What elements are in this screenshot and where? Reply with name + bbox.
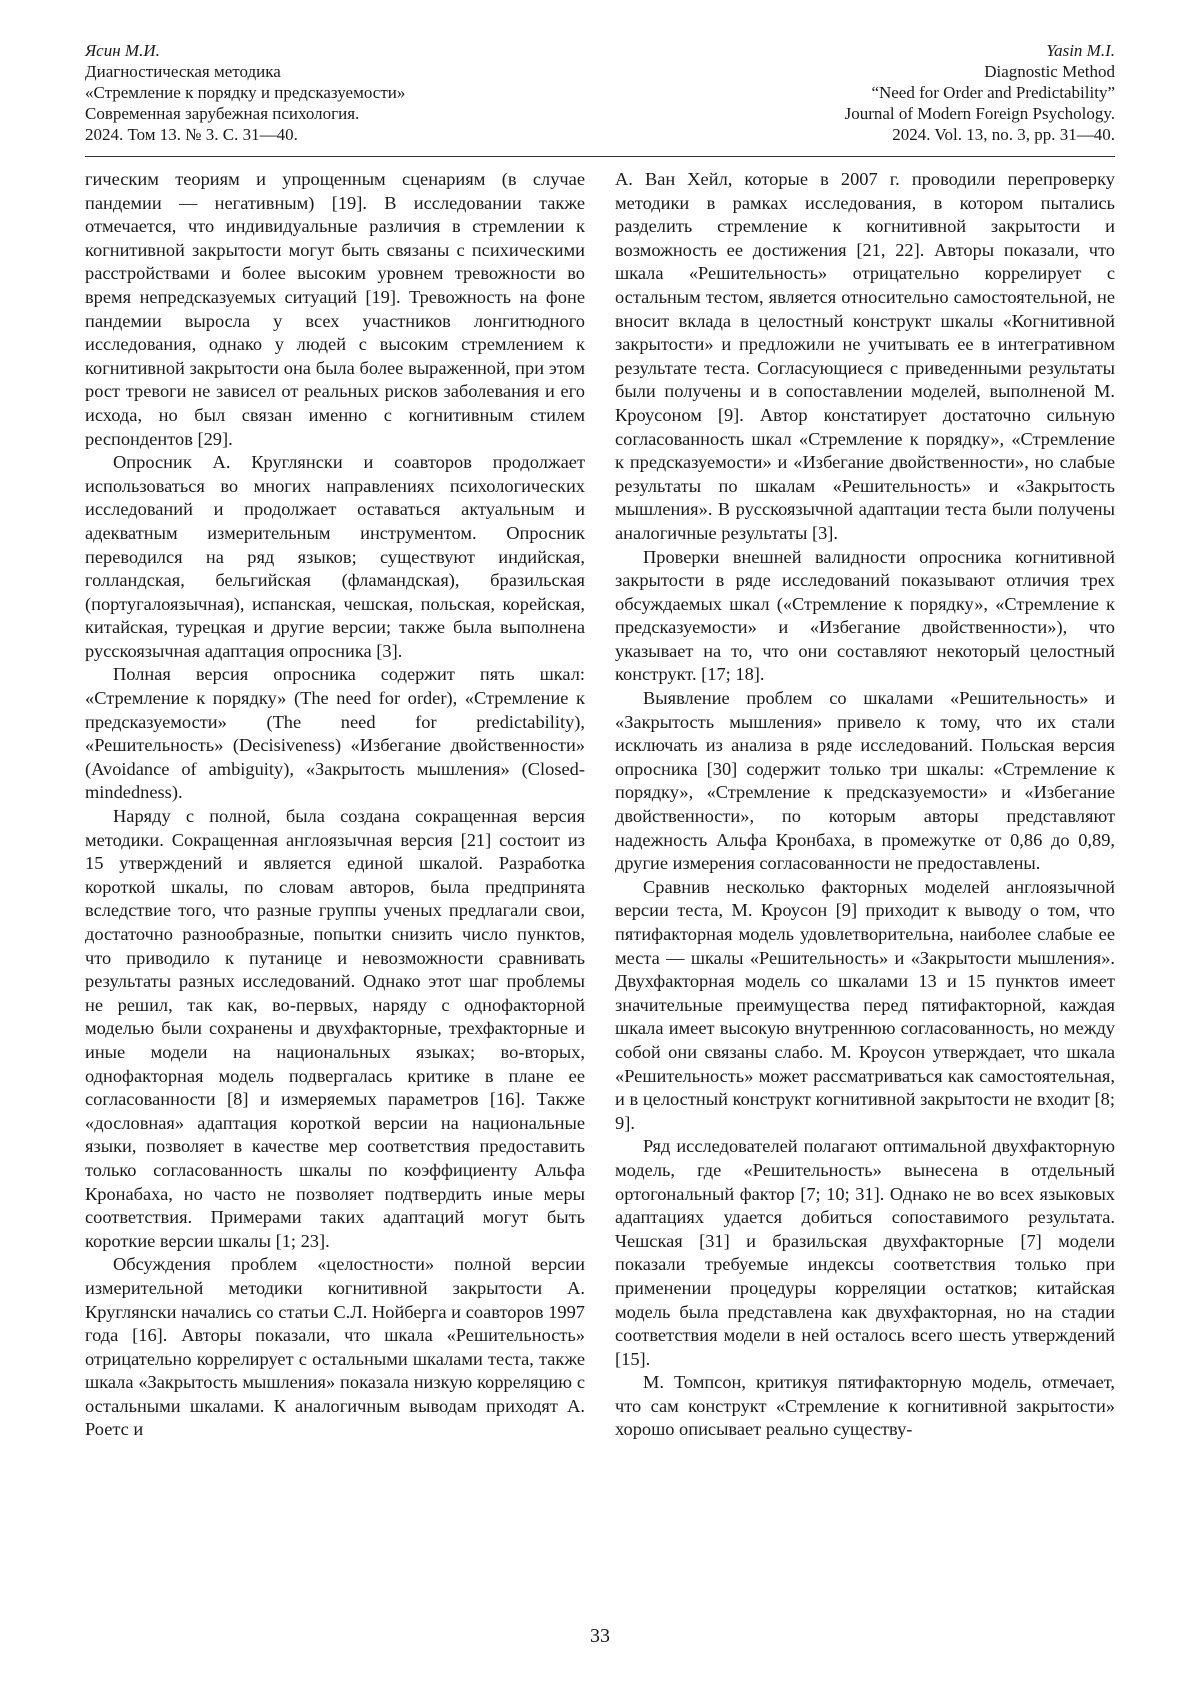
paragraph: Проверки внешней валидности опросника когнитивной закрытости в ряде исследований показывают отличия трех обсуждаемых шкал («Стремление к порядку», «Стремление к предсказуемости» и «Избегание двойственности»), что указывает на то, что они составляют некоторый целостный конструкт. [17; 18]. bbox=[615, 546, 1115, 685]
paragraph: М. Томпсон, критикуя пятифакторную модель, отмечает, что сам конструкт «Стремление к когнитивной закрытости» хорошо описывает реально существу- bbox=[615, 1372, 1115, 1440]
paragraph: гическим теориям и упрощенным сценариям (в случае пандемии — негативным) [19]. В исследовании также отмечается, что индивидуальные различия в стремлении к когнитивной закрытости могут быть связаны с психическими расстройствами и более высоким уровнем тревожности во время непредсказуемых ситуаций [19]. Тревожность на фоне пандемии выросла у всех участников лонгитюдного исследования, однако у людей с высоким стремлением к когнитивной закрытости она была более выраженной, при этом рост тревоги не зависел от реальных рисков заболевания и его исхода, но был связан именно с когнитивным стилем респондентов [29]. bbox=[85, 169, 585, 449]
header-method-en: Diagnostic Method bbox=[984, 62, 1115, 81]
paragraph: А. Ван Хейл, которые в 2007 г. проводили перепроверку методики в рамках исследования, в котором пытались разделить стремление к когнитивной закрытости и возможность ее достижения [21, 22]. Авторы показали, что шкала «Решительность» отрицательно коррелирует с остальным тестом, является относительно самостоятельной, не вносит вклада в целостный конструкт шкалы «Когнитивной закрытости» и предложили не учитывать ее в интегративном результате теста. Согласующиеся с приведенными результаты были получены и в сопоставлении моделей, выполненой М. Кроусоном [9]. Автор констатирует достаточно сильную согласованность шкал «Стремление к порядку», «Стремление к предсказуемости» и «Избегание двойственности», но слабые результаты по шкалам «Решительность» и «Закрытость мышления». В русскоязычной адаптации теста были получены аналогичные результаты [3]. bbox=[615, 169, 1115, 543]
header-divider bbox=[85, 156, 1115, 157]
header-method-title-en: “Need for Order and Predictability” bbox=[871, 83, 1115, 102]
paragraph: Сравнив несколько факторных моделей англоязычной версии теста, М. Кроусон [9] приходит к выводу о том, что пятифакторная модель удовлетворительна, наиболее слабые ее места — шкалы «Решительность» и «Закрытости мышления». Двухфакторная модель со шкалами 13 и 15 пунктов имеет значительные преимущества перед пятифакторной, каждая шкала имеет высокую внутреннюю согласованность, но между собой они связаны слабо. М. Кроусон утверждает, что шкала «Решительность» может рассматриваться как самостоятельная, и в целостный конструкт когнитивной закрытости не входит [8; 9]. bbox=[615, 876, 1115, 1133]
header-author-en: Yasin M.I. bbox=[1046, 41, 1115, 60]
running-header bbox=[85, 40, 1115, 145]
paragraph: Ряд исследователей полагают оптимальной двухфакторную модель, где «Решительность» вынесена в отдельный ортогональный фактор [7; 10; 31]. Однако не во всех языковых адаптациях удается добиться сопоставимого результата. Чешская [31] и бразильская двухфакторные [7] модели показали требуемые индексы соответствия только при применении процедуры корреляции остатков; китайская модель была представлена как двухфакторная, но на стадии соответствия модели в ней осталось всего шесть утверждений [15]. bbox=[615, 1136, 1115, 1369]
paragraph: Опросник А. Круглянски и соавторов продолжает использоваться во многих направлениях психологических исследований и продолжает оставаться актуальным и адекватным измерительным инструментом. Опросник переводился на ряд языков; существуют индийская, голландская, бельгийская (фламандская), бразильская (португалоязычная), испанская, чешская, польская, корейская, китайская, турецкая и другие версии; также была выполнена русскоязычная адаптация опросника [3]. bbox=[85, 452, 585, 661]
header-english bbox=[845, 40, 1115, 145]
body-text bbox=[85, 168, 1115, 1442]
paragraph: Полная версия опросника содержит пять шкал: «Стремление к порядку» (The need for order), «Стремление к предсказуемости» (The need for predictability), «Решительность» (Decisiveness) «Избегание двойственности» (Avoidance of ambiguity), «Закрытость мышления» (Closed-mindedness). bbox=[85, 664, 585, 803]
header-journal-ru: Современная зарубежная психология. bbox=[85, 104, 360, 123]
left-column bbox=[85, 168, 585, 1442]
paragraph: Обсуждения проблем «целостности» полной версии измерительной методики когнитивной закрытости А. Круглянски начались со статьи С.Л. Нойберга и соавторов 1997 года [16]. Авторы показали, что шкала «Решительность» отрицательно коррелирует с остальными шкалами теста, также шкала «Закрытость мышления» показала низкую корреляцию с остальными шкалами. К аналогичным выводам приходят А. Роетс и bbox=[85, 1254, 585, 1440]
header-issue-ru: 2024. Том 13. № 3. С. 31—40. bbox=[85, 125, 298, 144]
page-number: 33 bbox=[590, 1625, 610, 1647]
right-column bbox=[615, 168, 1115, 1442]
header-russian bbox=[85, 40, 405, 145]
header-author-ru: Ясин М.И. bbox=[85, 41, 160, 60]
header-journal-en: Journal of Modern Foreign Psychology. bbox=[844, 104, 1115, 123]
header-method-title-ru: «Стремление к порядку и предсказуемости» bbox=[85, 83, 406, 102]
paragraph: Наряду с полной, была создана сокращенная версия методики. Сокращенная англоязычная версия [21] состоит из 15 утверждений и является единой шкалой. Разработка короткой шкалы, по словам авторов, была предпринята вследствие того, что разные группы ученых предлагали свои, достаточно разнообразные, попытки снизить число пунктов, что приводило к путанице и невозможности сравнивать результаты разных исследований. Однако этот шаг проблемы не решил, так как, во-первых, наряду с однофакторной моделью были сохранены и двухфакторные, трехфакторные и иные модели на национальных языках; во-вторых, однофакторная модель подвергалась критике в плане ее согласованности [8] и измеряемых параметров [16]. Также «дословная» адаптация короткой версии на национальные языки, позволяет в качестве мер соответствия предоставить только согласованность шкалы по коэффициенту Альфа Кронабаха, но часто не позволяет подтвердить иные меры соответствия. Примерами таких адаптаций могут быть короткие версии шкалы [1; 23]. bbox=[85, 806, 585, 1251]
paragraph: Выявление проблем со шкалами «Решительность» и «Закрытость мышления» привело к тому, что их стали исключать из анализа в ряде исследований. Польская версия опросника [30] содержит только три шкалы: «Стремление к порядку», «Стремление к предсказуемости» и «Избегание двойственности», по которым авторы представляют надежность Альфа Кронбаха, в промежутке от 0,86 до 0,89, другие измерения согласованности не предоставлены. bbox=[615, 688, 1115, 874]
header-issue-en: 2024. Vol. 13, no. 3, pp. 31—40. bbox=[892, 125, 1115, 144]
header-method-ru: Диагностическая методика bbox=[85, 62, 281, 81]
